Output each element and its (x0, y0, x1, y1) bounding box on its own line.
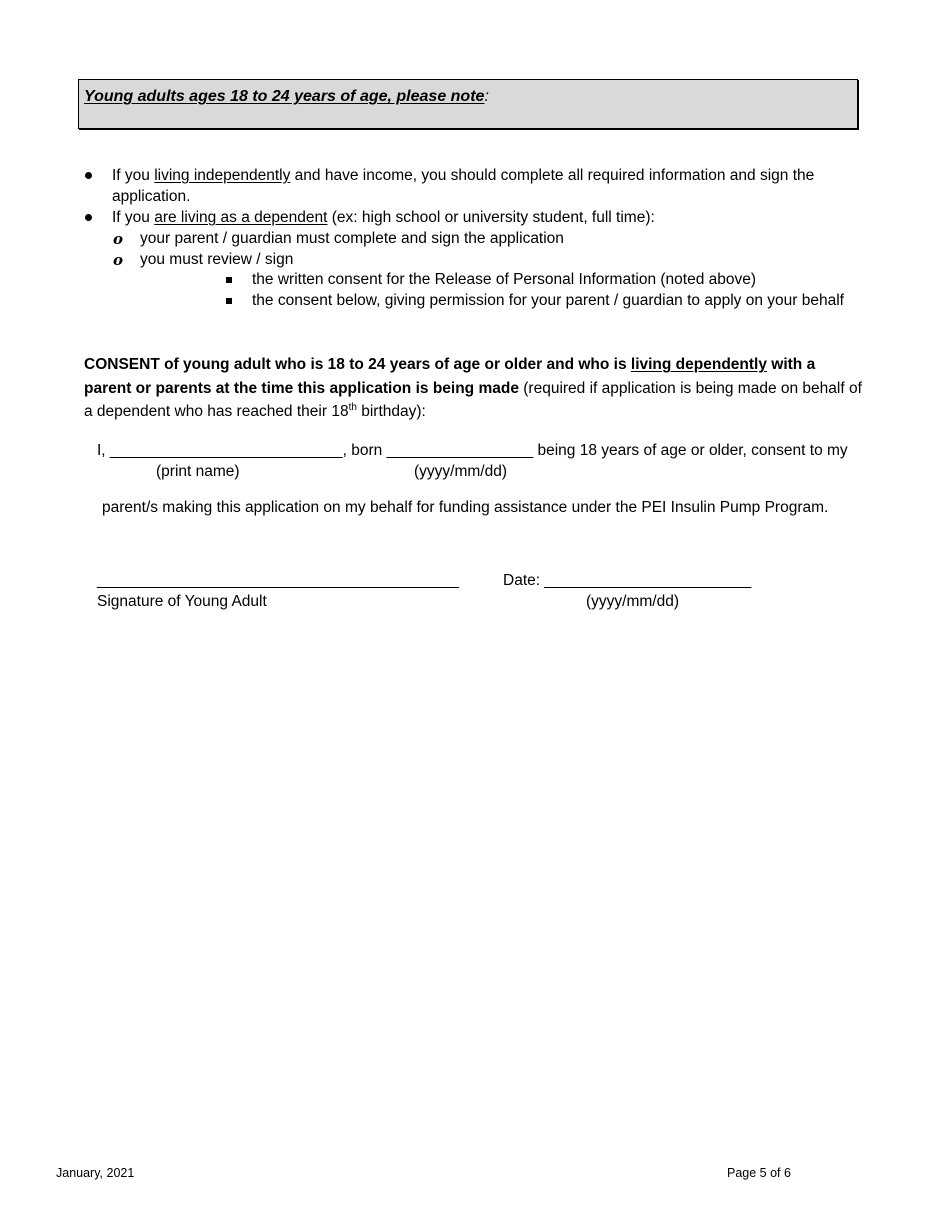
sub-bullet-icon: o (113, 251, 124, 269)
note-box (78, 79, 858, 129)
signature-date-field[interactable]: Date: ________________________ (503, 572, 752, 589)
note-title: Young adults ages 18 to 24 years of age, please note: (84, 88, 489, 105)
consent-statement-line2: parent/s making this application on my behalf for funding assistance under the PEI Insulin Pump Program. (102, 499, 829, 516)
square-bullet-icon (226, 298, 232, 304)
footer-page-number: Page 5 of 6 (727, 1166, 791, 1180)
bullet-icon (85, 214, 92, 221)
print-name-label: (print name) (156, 463, 240, 480)
signature-label: Signature of Young Adult (97, 593, 267, 610)
sub-sub-item-written-consent: the written consent for the Release of Personal Information (noted above) (252, 271, 757, 288)
sub-bullet-icon: o (113, 230, 124, 248)
bullet-item-dependent: If you are living as a dependent (ex: high school or university student, full time): (112, 209, 655, 226)
consent-paragraph: CONSENT of young adult who is 18 to 24 years of age or older and who is living dependently with a parent or parents at the time this application is being made (required if application is being made on behalf of a dependent who has reached their 18th birthday): (84, 356, 862, 420)
signature-line[interactable]: __________________________________________ (97, 572, 460, 589)
sub-item-parent-guardian: your parent / guardian must complete and sign the application (140, 230, 564, 247)
bullet-icon (85, 172, 92, 179)
sub-item-review-sign: you must review / sign (140, 251, 294, 268)
signature-date-format-label: (yyyy/mm/dd) (586, 593, 679, 610)
square-bullet-icon (226, 277, 232, 283)
birth-date-format-label: (yyyy/mm/dd) (414, 463, 507, 480)
footer-date: January, 2021 (56, 1166, 135, 1180)
bullet-item-independent: If you living independently and have income, you should complete all required information and sign the (112, 167, 815, 184)
consent-statement-line1: I, ___________________________, born _________________ being 18 years of age or older, consent to my (97, 442, 848, 459)
sub-sub-item-consent-below: the consent below, giving permission for your parent / guardian to apply on your behalf (252, 292, 844, 309)
bullet-item-continuation: application. (112, 188, 191, 205)
